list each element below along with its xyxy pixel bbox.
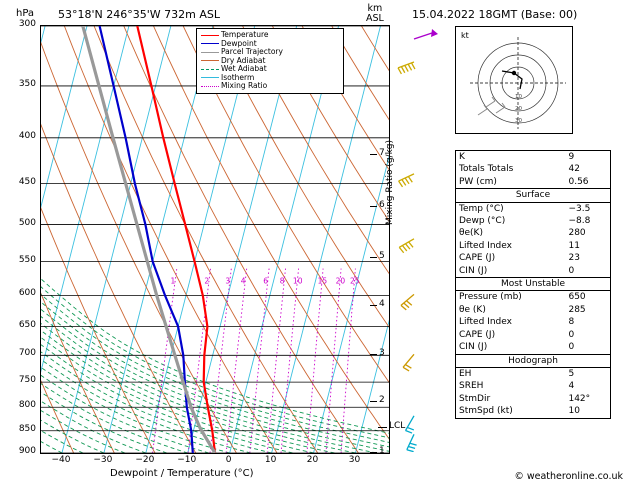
index-row	[456, 252, 611, 264]
height-tick-5km: 5	[379, 251, 385, 262]
index-row	[456, 151, 611, 164]
pressure-tick-300: 300	[18, 19, 36, 29]
index-value: 4	[568, 381, 575, 392]
index-value: 650	[568, 292, 586, 303]
index-value: 280	[568, 228, 586, 239]
pressure-tick-400: 400	[18, 130, 36, 141]
pressure-tick-900: 900	[18, 446, 36, 456]
pressure-tick-850: 850	[18, 423, 36, 434]
index-row	[456, 240, 611, 252]
height-tick-1km: 1	[379, 446, 385, 456]
index-value: 11	[568, 240, 580, 251]
index-label: StmSpd (kt)	[459, 406, 513, 417]
hodograph-ring-label: 20	[515, 106, 522, 112]
index-row	[456, 215, 611, 227]
hodograph-svg	[456, 27, 572, 133]
pressure-tick-350: 350	[18, 78, 36, 89]
legend-label: Dewpoint	[221, 38, 257, 48]
index-value: 142°	[568, 393, 591, 404]
legend-table	[200, 31, 284, 91]
wind-barb	[403, 354, 414, 371]
copyright-footer: © weatheronline.co.uk	[514, 471, 623, 482]
index-value: 10	[568, 406, 580, 417]
index-section-title: Surface	[456, 189, 611, 202]
pressure-tick-600: 600	[18, 288, 36, 299]
index-section-title: Hodograph	[456, 354, 611, 367]
lcl-tick-mark	[378, 427, 387, 428]
index-section-header	[456, 278, 611, 291]
index-label: EH	[459, 368, 472, 379]
index-label: SREH	[459, 381, 484, 392]
index-label: CAPE (J)	[459, 253, 496, 264]
legend-swatch	[200, 65, 220, 74]
indices-table	[455, 150, 611, 419]
svg-text:4: 4	[240, 276, 246, 286]
index-label: K	[459, 152, 465, 162]
svg-text:8: 8	[279, 276, 285, 286]
height-tick-mark	[370, 257, 377, 258]
index-label: Dewp (°C)	[459, 216, 506, 227]
index-section-header	[456, 189, 611, 202]
height-tick-3km: 3	[379, 348, 385, 359]
svg-text:1: 1	[170, 276, 176, 286]
pressure-tick-650: 650	[18, 319, 36, 330]
wind-barb	[407, 434, 417, 451]
index-label: Totals Totals	[459, 164, 514, 175]
index-label: Lifted Index	[459, 317, 512, 328]
index-label: Lifted Index	[459, 240, 512, 251]
index-value: 0	[568, 342, 575, 353]
legend-swatch	[200, 57, 220, 66]
index-row	[456, 227, 611, 239]
index-label: θe (K)	[459, 304, 486, 315]
legend	[196, 28, 344, 94]
station-header: 53°18'N 246°35'W 732m ASL	[58, 8, 220, 21]
index-row	[456, 329, 611, 341]
pressure-tick-700: 700	[18, 348, 36, 359]
svg-text:3: 3	[225, 276, 231, 286]
hodograph	[455, 26, 573, 134]
y-axis-unit-label: hPa	[16, 8, 35, 19]
hodograph-unit-label: kt	[461, 31, 469, 40]
index-value: −3.5	[568, 203, 591, 214]
wind-barb-top	[414, 29, 438, 39]
index-label: PW (cm)	[459, 176, 497, 187]
index-value: 9	[568, 152, 575, 162]
pressure-tick-750: 750	[18, 375, 36, 386]
index-row	[456, 405, 611, 418]
svg-text:6: 6	[263, 276, 269, 286]
height-tick-7km: 7	[379, 147, 385, 158]
pressure-tick-550: 550	[18, 254, 36, 265]
wind-barb	[399, 174, 414, 187]
temp-tick--20: −20	[135, 455, 155, 465]
temp-tick-30: 30	[348, 455, 361, 465]
svg-text:15: 15	[317, 276, 328, 286]
hodograph-ring-label: 10	[515, 94, 522, 100]
hodograph-point	[512, 71, 516, 75]
legend-swatch	[200, 40, 220, 49]
height-tick-4km: 4	[379, 299, 385, 310]
index-value: 0	[568, 265, 575, 276]
index-label: CIN (J)	[459, 265, 488, 276]
index-value: 8	[568, 317, 575, 328]
index-row	[456, 291, 611, 304]
wind-barb	[398, 62, 415, 74]
wind-barb	[406, 416, 415, 433]
legend-label: Parcel Trajectory	[221, 47, 283, 56]
legend-label: Wet Adiabat	[221, 64, 267, 73]
pressure-tick-800: 800	[18, 400, 36, 411]
legend-label: Mixing Ratio	[221, 81, 268, 90]
index-value: 285	[568, 304, 586, 315]
height-tick-mark	[370, 401, 377, 402]
index-value: 0.56	[568, 176, 589, 187]
index-row	[456, 380, 611, 392]
temp-tick--10: −10	[177, 455, 197, 465]
svg-text:25: 25	[349, 276, 360, 286]
pressure-tick-450: 450	[18, 176, 36, 187]
height-tick-mark	[370, 206, 377, 207]
wind-barb	[401, 294, 414, 310]
wind-barb-column	[392, 25, 452, 452]
index-value: 5	[568, 368, 575, 379]
legend-swatch	[200, 82, 220, 91]
index-section-title: Most Unstable	[456, 278, 611, 291]
height-tick-mark	[370, 305, 377, 306]
index-row	[456, 163, 611, 175]
legend-label: Dry Adiabat	[221, 55, 266, 65]
index-row	[456, 316, 611, 328]
index-label: CAPE (J)	[459, 329, 496, 340]
height-tick-2km: 2	[379, 395, 385, 406]
svg-text:10: 10	[292, 276, 303, 286]
height-tick-mark	[370, 154, 377, 155]
date-header: 15.04.2022 18GMT (Base: 00)	[412, 8, 578, 21]
temp-tick--30: −30	[93, 455, 113, 465]
index-value: 23	[568, 253, 580, 264]
index-row	[456, 176, 611, 189]
svg-text:2: 2	[204, 276, 210, 286]
index-label: Temp (°C)	[459, 203, 504, 214]
indices-panel	[455, 150, 611, 419]
index-label: θe(K)	[459, 228, 483, 239]
index-value: −8.8	[568, 216, 591, 227]
legend-swatch	[200, 31, 220, 40]
temp-tick--40: −40	[51, 455, 71, 465]
temp-tick-20: 20	[306, 455, 319, 465]
x-axis-label: Dewpoint / Temperature (°C)	[110, 468, 254, 479]
svg-text:20: 20	[335, 276, 346, 286]
legend-label: Temperature	[221, 30, 269, 39]
index-value: 42	[568, 164, 580, 175]
index-row	[456, 304, 611, 316]
legend-swatch	[200, 48, 220, 57]
index-label: StmDir	[459, 393, 491, 404]
height-tick-mark	[370, 452, 377, 453]
index-row	[456, 202, 611, 215]
mixing-ratio-axis-label: Mixing Ratio (g/kg)	[385, 139, 395, 225]
height-tick-6km: 6	[379, 200, 385, 211]
index-row	[456, 341, 611, 354]
legend-swatch	[200, 74, 220, 83]
index-row	[456, 367, 611, 380]
wind-barb	[399, 239, 414, 253]
legend-row	[200, 82, 284, 91]
height-axis-unit-label: km ASL	[366, 3, 384, 24]
hodograph-ring-label: 30	[515, 118, 522, 124]
index-label: CIN (J)	[459, 342, 488, 353]
pressure-tick-500: 500	[18, 217, 36, 228]
index-row	[456, 265, 611, 278]
height-tick-mark	[370, 354, 377, 355]
index-value: 0	[568, 329, 575, 340]
temp-tick-0: 0	[225, 455, 232, 465]
legend-label: Isotherm	[221, 72, 255, 82]
temp-tick-10: 10	[264, 455, 277, 465]
index-label: Pressure (mb)	[459, 292, 522, 303]
lcl-label: LCL	[389, 421, 406, 432]
index-section-header	[456, 354, 611, 367]
index-row	[456, 393, 611, 405]
